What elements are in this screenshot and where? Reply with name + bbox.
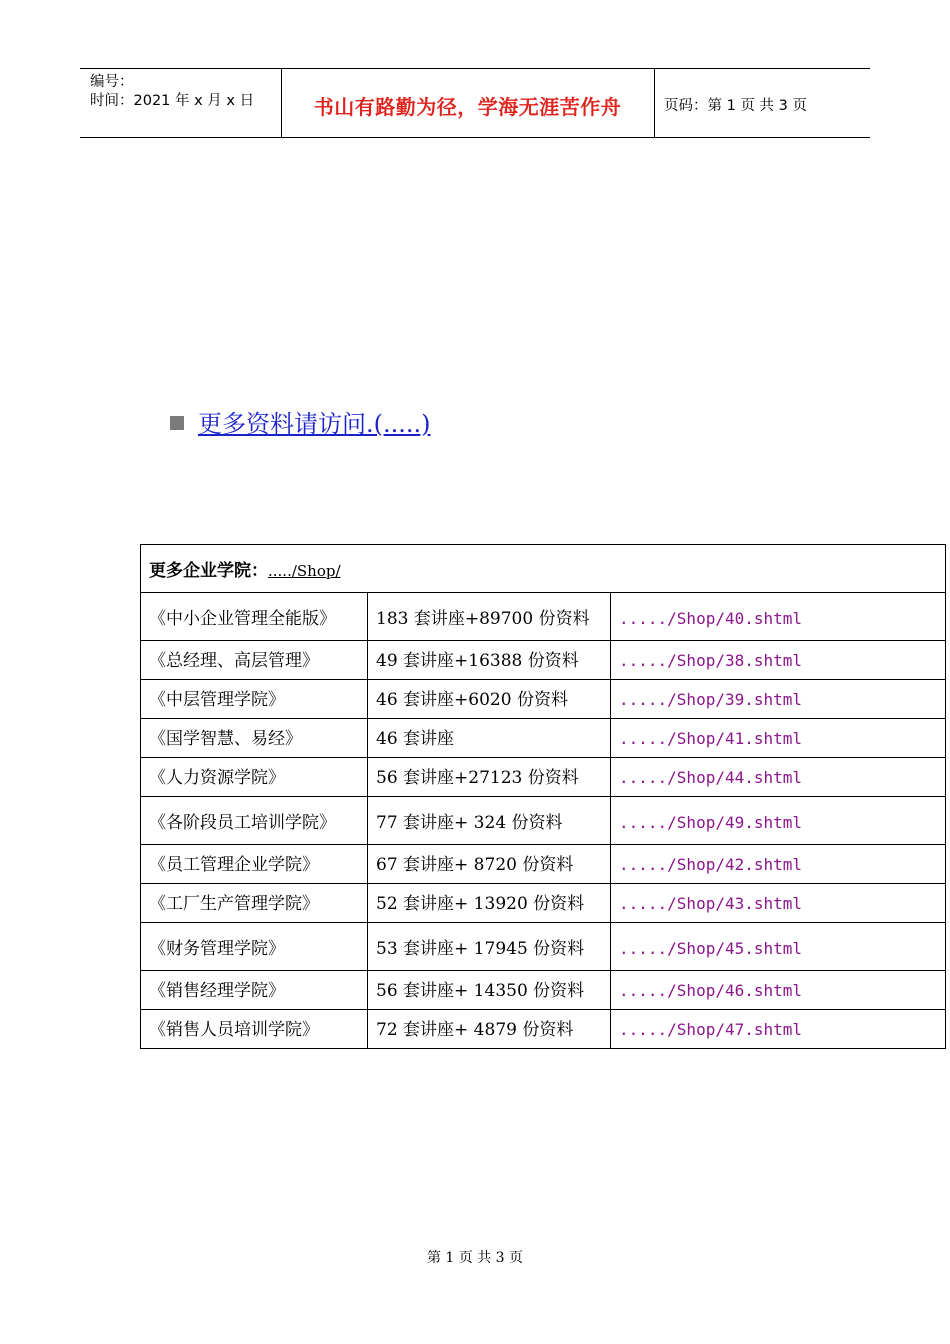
course-count: 53 套讲座+ 17945 份资料 [368,923,611,971]
course-link[interactable]: ...../Shop/45.shtml [619,939,803,958]
table-row [141,845,946,884]
table-row [141,758,946,797]
table-row [141,593,946,641]
table-row [141,797,946,845]
course-name: 《工厂生产管理学院》 [141,884,368,923]
course-link-cell [611,797,946,845]
course-link[interactable]: ...../Shop/43.shtml [619,894,803,913]
course-count: 183 套讲座+89700 份资料 [368,593,611,641]
course-name: 《总经理、高层管理》 [141,641,368,680]
course-link[interactable]: ...../Shop/44.shtml [619,768,803,787]
course-link[interactable]: ...../Shop/49.shtml [619,813,803,832]
header-page-info: 页码：第 1 页 共 3 页 [664,98,807,114]
course-name: 《财务管理学院》 [141,923,368,971]
table-header-cell [141,545,946,593]
course-name: 《销售经理学院》 [141,971,368,1010]
table-row [141,1010,946,1049]
course-link-cell [611,593,946,641]
course-name: 《员工管理企业学院》 [141,845,368,884]
course-count: 56 套讲座+27123 份资料 [368,758,611,797]
page-footer: 第 1 页 共 3 页 [426,1250,524,1266]
course-link[interactable]: ...../Shop/47.shtml [619,1020,803,1039]
course-link[interactable]: ...../Shop/46.shtml [619,981,803,1000]
visit-link[interactable]: 更多资料请访问.(.....) [198,410,431,438]
course-name: 《中小企业管理全能版》 [141,593,368,641]
course-link-cell [611,923,946,971]
header-motto: 书山有路勤为径，学海无涯苦作舟 [313,95,622,119]
table-header-row [141,545,946,593]
course-count: 46 套讲座 [368,719,611,758]
header-divider [654,69,655,137]
course-name: 《销售人员培训学院》 [141,1010,368,1049]
course-count: 77 套讲座+ 324 份资料 [368,797,611,845]
academy-table [140,544,946,1049]
shop-link[interactable]: ...../Shop/ [268,562,341,580]
course-link-cell [611,1010,946,1049]
date-label: 时间：2021 年 x 月 x 日 [90,93,255,109]
course-link-cell [611,971,946,1010]
table-row [141,971,946,1010]
course-name: 《人力资源学院》 [141,758,368,797]
course-link-cell [611,719,946,758]
course-link-cell [611,884,946,923]
table-row [141,680,946,719]
course-count: 56 套讲座+ 14350 份资料 [368,971,611,1010]
course-name: 《国学智慧、易经》 [141,719,368,758]
course-link[interactable]: ...../Shop/40.shtml [619,609,803,628]
course-name: 《中层管理学院》 [141,680,368,719]
course-link-cell [611,641,946,680]
course-link[interactable]: ...../Shop/38.shtml [619,651,803,670]
table-row [141,719,946,758]
course-count: 49 套讲座+16388 份资料 [368,641,611,680]
table-header-label: 更多企业学院： [149,561,268,581]
table-row [141,923,946,971]
bullet-square-icon [170,416,184,430]
course-link[interactable]: ...../Shop/39.shtml [619,690,803,709]
number-label: 编号： [90,74,134,90]
course-name: 《各阶段员工培训学院》 [141,797,368,845]
course-link[interactable]: ...../Shop/42.shtml [619,855,803,874]
course-count: 67 套讲座+ 8720 份资料 [368,845,611,884]
table-row [141,641,946,680]
course-count: 52 套讲座+ 13920 份资料 [368,884,611,923]
course-count: 72 套讲座+ 4879 份资料 [368,1010,611,1049]
course-link-cell [611,680,946,719]
course-link[interactable]: ...../Shop/41.shtml [619,729,803,748]
header-meta [90,73,280,111]
page-header [80,68,870,138]
course-count: 46 套讲座+6020 份资料 [368,680,611,719]
visit-line [170,404,431,439]
table-row [141,884,946,923]
course-link-cell [611,845,946,884]
course-link-cell [611,758,946,797]
